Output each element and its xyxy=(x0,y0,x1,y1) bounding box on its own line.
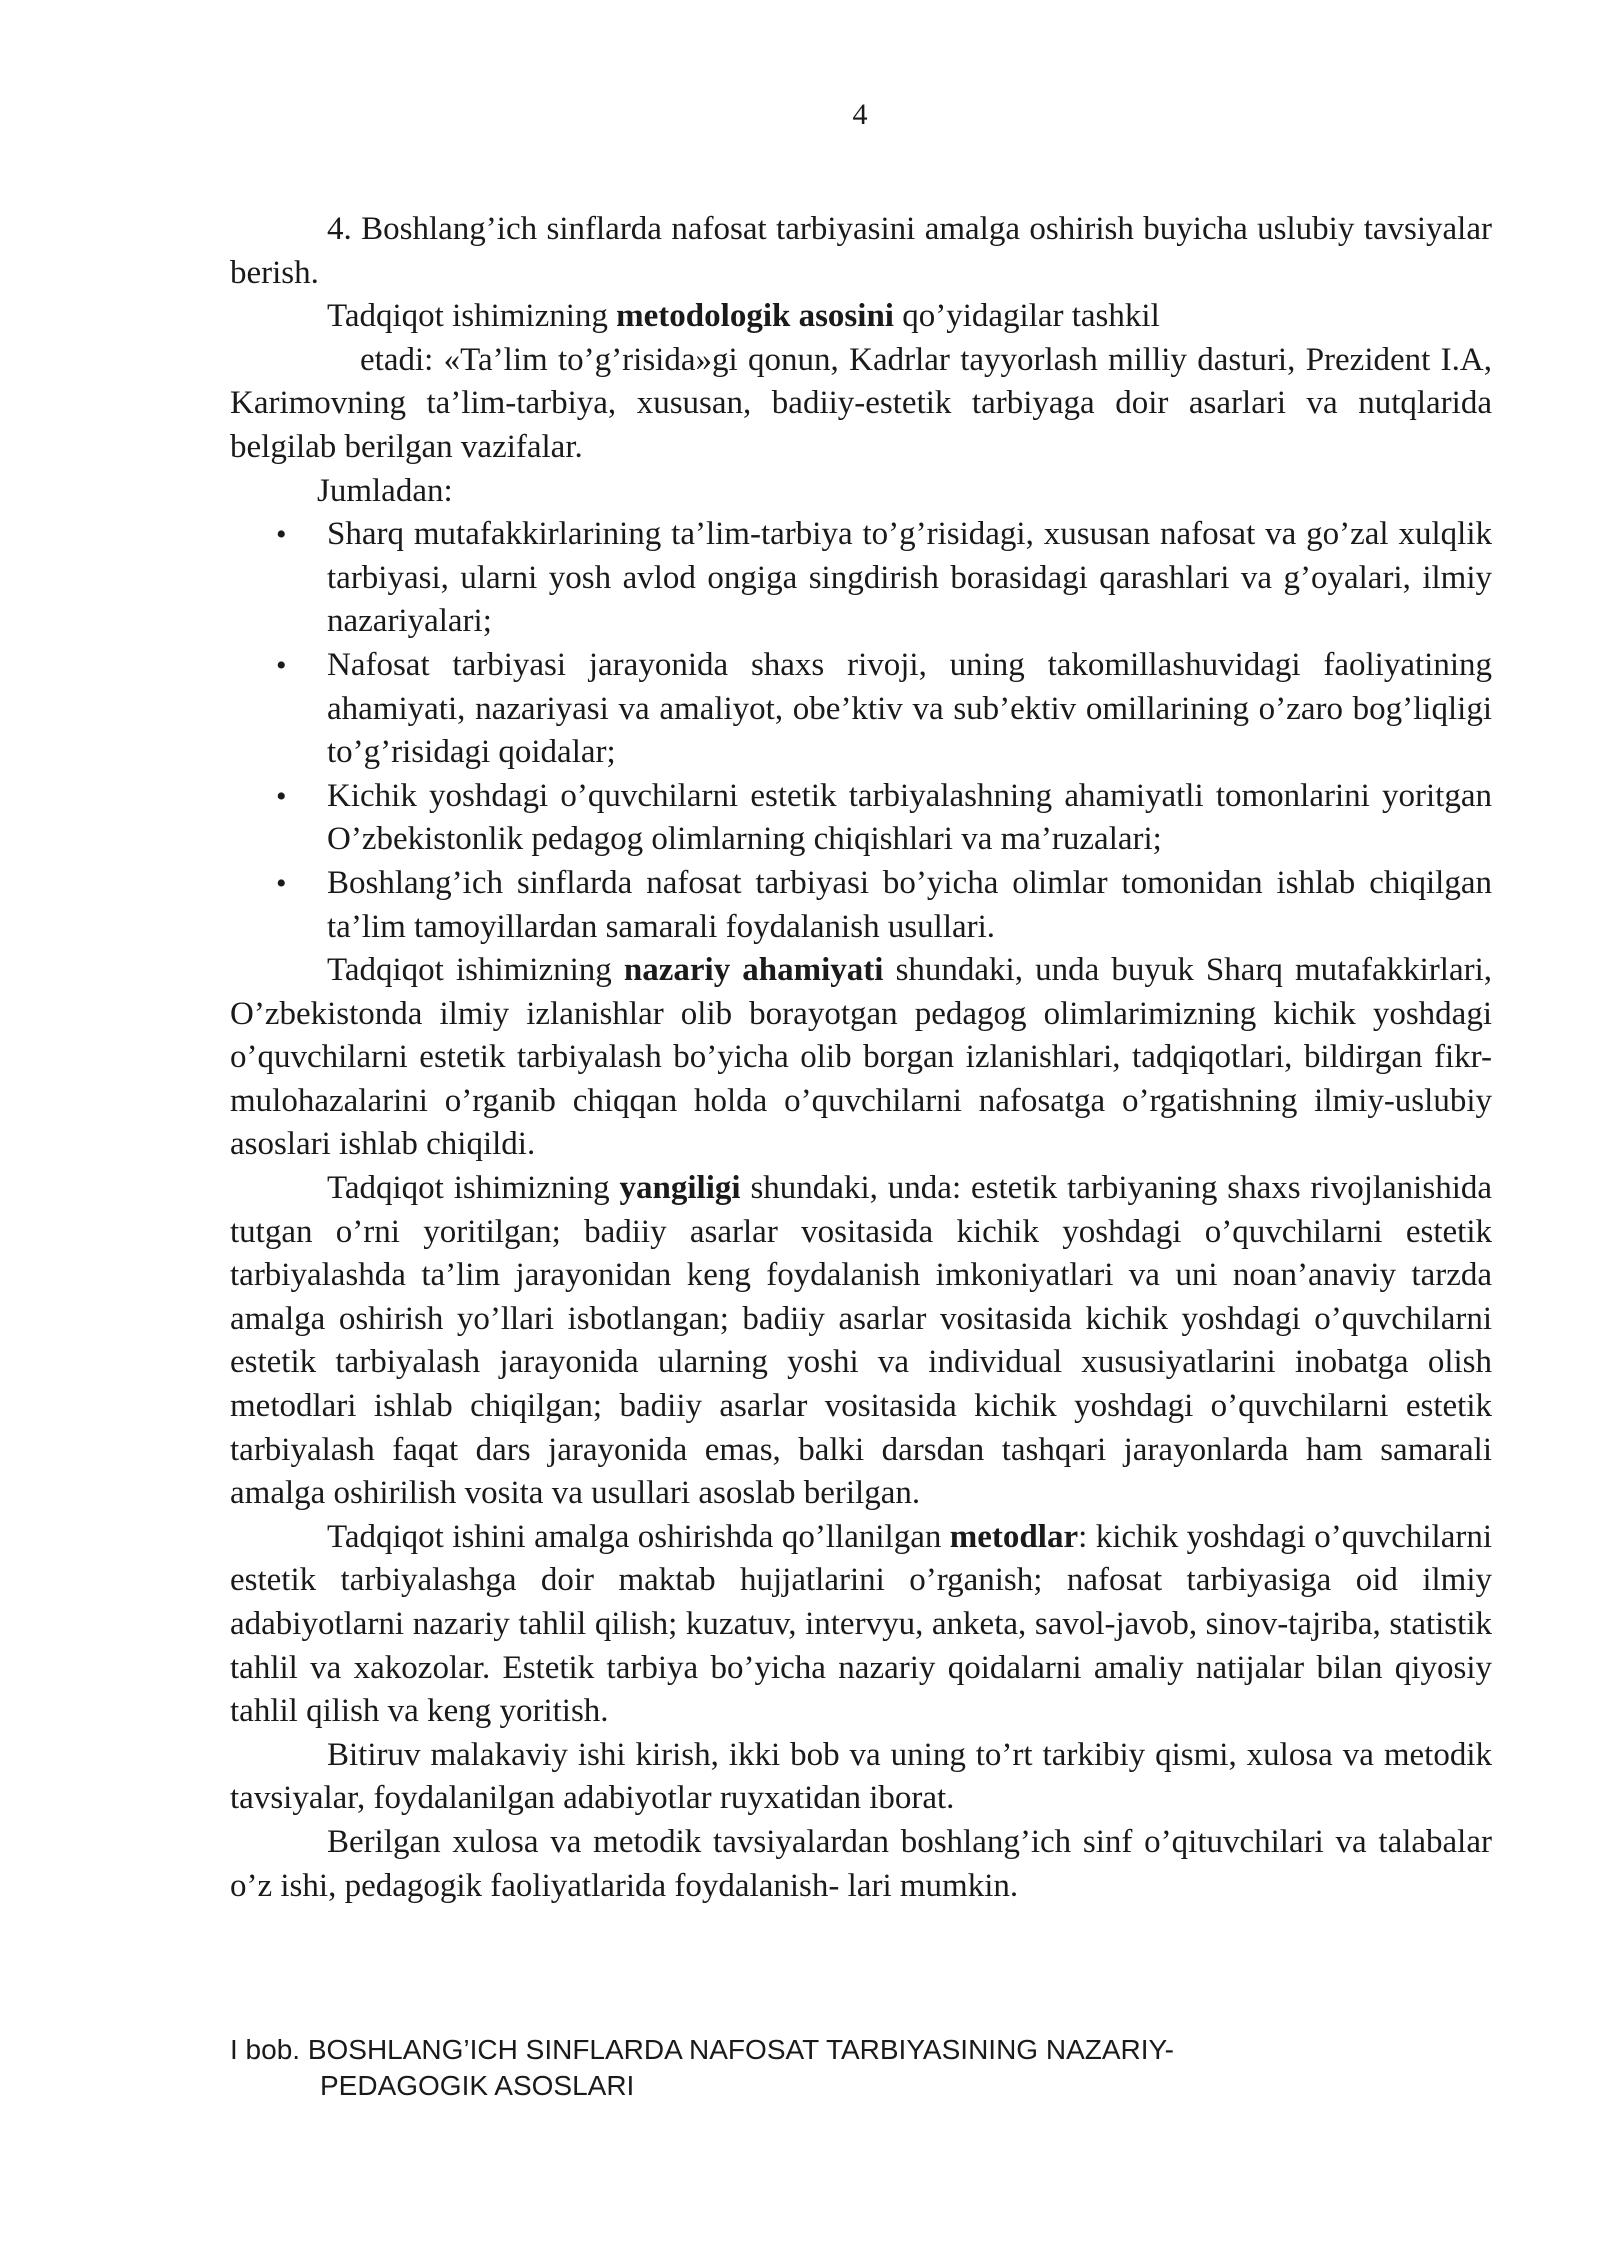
methodology-prefix: Tadqiqot ishimizning xyxy=(327,298,617,335)
bullet-text: Boshlang’ich sinflarda nafosat tarbiyasi bo’yicha olimlar tomonidan ishlab chiqilgan ta’lim tamoyillardan samarali foydalanish usullari. xyxy=(327,864,1492,945)
bullet-item xyxy=(230,644,1492,775)
novelty-suffix: shundaki, unda: estetik tarbiyaning shaxs rivojlanishida tutgan o’rni yoritilgan; badiiy asarlar vositasida kichik yoshdagi o’quvchilarni estetik tarbiyalashda ta’lim jarayonidan keng foydalanish imkoniyatlari va uni noan’anaviy tarzda amalga oshirish yo’llari isbotlangan; badiiy asarlar vositasida kichik yoshdagi o’quvchilarni estetik tarbiyalash jarayonida ularning yoshi va individual xususiyatlarini inobatga olish metodlari ishlab chiqilgan; badiiy asarlar vositasida kichik yoshdagi o’quvchilarni estetik tarbiyalash faqat dars jarayonida emas, balki darsdan tashqari jarayonlarda ham samarali amalga oshirilish vosita va usullari asoslab berilgan. xyxy=(230,1170,1493,1512)
structure-paragraph: Bitiruv malakaviy ishi kirish, ikki bob va uning to’rt tarkibiy qismi, xulosa va metodik tavsiyalar, foydalanilgan adabiyotlar ruyxatidan iborat. xyxy=(230,1736,1492,1817)
chapter-heading-line-1: I bob. BOSHLANG’ICH SINFLARDA NAFOSAT TARBIYASINING NAZARIY- xyxy=(230,2034,1174,2065)
methodology-suffix: qo’yidagilar tashkil xyxy=(893,298,1160,335)
methods-suffix: : kichik yoshdagi o’quvchilarni estetik tarbiyalashga doir maktab hujjatlarini o’rganish; nafosat tarbiyasiga oid ilmiy adabiyotlarni nazariy tahlil qilish; kuzatuv, intervyu, anketa, savol-javob, sinov-tajriba, statistik tahlil va xakozolar. Estetik tarbiya bo’yicha nazariy qoidalarni amaliy natijalar bilan qiyosiy tahlil qilish va keng yoritish. xyxy=(230,1518,1493,1730)
item-4-paragraph: 4. Boshlang’ich sinflarda nafosat tarbiyasini amalga oshirish buyicha uslubiy tavsiyalar berish. xyxy=(230,211,1492,291)
bullet-text: Sharq mutafakkirlarining ta’lim-tarbiya to’g’risidagi, xususan nafosat va go’zal xulqlik tarbiyasi, ularni yosh avlod ongiga singdirish borasidagi qarashlari va g’oyalari, ilmiy nazariyalari; xyxy=(327,516,1492,640)
methods-bold: metodlar xyxy=(949,1518,1079,1555)
novelty-paragraph xyxy=(230,1167,1492,1516)
bullet-icon: • xyxy=(276,518,287,552)
novelty-prefix: Tadqiqot ishimizning xyxy=(327,1170,620,1207)
methodology-bold: metodologik asosini xyxy=(616,298,894,335)
novelty-bold: yangiligi xyxy=(619,1170,741,1207)
bullet-text: Kichik yoshdagi o’quvchilarni estetik tarbiyalashning ahamiyatli tomonlarini yoritgan O’zbekistonlik pedagog olimlarning chiqishlari va ma’ruzalari; xyxy=(327,777,1492,858)
chapter-heading xyxy=(230,2032,1492,2104)
bullet-list xyxy=(230,513,1492,949)
methods-paragraph xyxy=(230,1516,1492,1734)
bullet-icon: • xyxy=(276,648,287,682)
bullet-item xyxy=(230,862,1492,949)
theoretical-paragraph xyxy=(230,949,1492,1167)
methods-prefix: Tadqiqot ishini amalga oshirishda qo’llanilgan xyxy=(327,1518,950,1555)
page-number: 4 xyxy=(852,98,868,131)
theoretical-bold: nazariy ahamiyati xyxy=(623,952,884,989)
methodology-continuation: etadi: «Ta’lim to’g’risida»gi qonun, Kadrlar tayyorlash milliy dasturi, Prezident I.A, Karimovning ta’lim-tarbiya, xususan, badiiy-estetik tarbiyaga doir asarlari va nutqlarida belgilab berilgan vazifalar. xyxy=(230,341,1492,465)
bullet-icon: • xyxy=(276,866,287,900)
bullet-icon: • xyxy=(276,779,287,813)
chapter-heading-line-2: PEDAGOGIK ASOSLARI xyxy=(320,2070,635,2101)
bullet-item xyxy=(230,775,1492,862)
jumladan-label: Jumladan: xyxy=(317,472,453,509)
bullet-text: Nafosat tarbiyasi jarayonida shaxs rivoji, uning takomillashuvidagi faoliyatining ahamiyati, nazariyasi va amaliyot, obe’ktiv va sub’ektiv omillarining o’zaro bog’liqligi to’g’risidagi qoidalar; xyxy=(327,646,1492,771)
bullet-item xyxy=(230,513,1492,644)
theoretical-prefix: Tadqiqot ishimizning xyxy=(327,952,624,989)
document-body xyxy=(230,208,1492,1908)
theoretical-suffix: shundaki, unda buyuk Sharq mutafakkirlari, O’zbekistonda ilmiy izlanishlar olib borayotgan pedagog olimlarimizning kichik yoshdagi o’quvchilarni estetik tarbiyalash bo’yicha olib borgan izlanishlari, tadqiqotlari, bildirgan fikr-mulohazalarini o’rganib chiqqan holda o’quvchilarni nafosatga o’rgatishning ilmiy-uslubiy asoslari ishlab chiqildi. xyxy=(230,952,1493,1163)
methodology-paragraph xyxy=(230,295,1492,339)
usage-paragraph: Berilgan xulosa va metodik tavsiyalardan boshlang’ich sinf o’qituvchilari va talabalar o’z ishi, pedagogik faoliyatlarida foydalanish- lari mumkin. xyxy=(230,1823,1492,1904)
